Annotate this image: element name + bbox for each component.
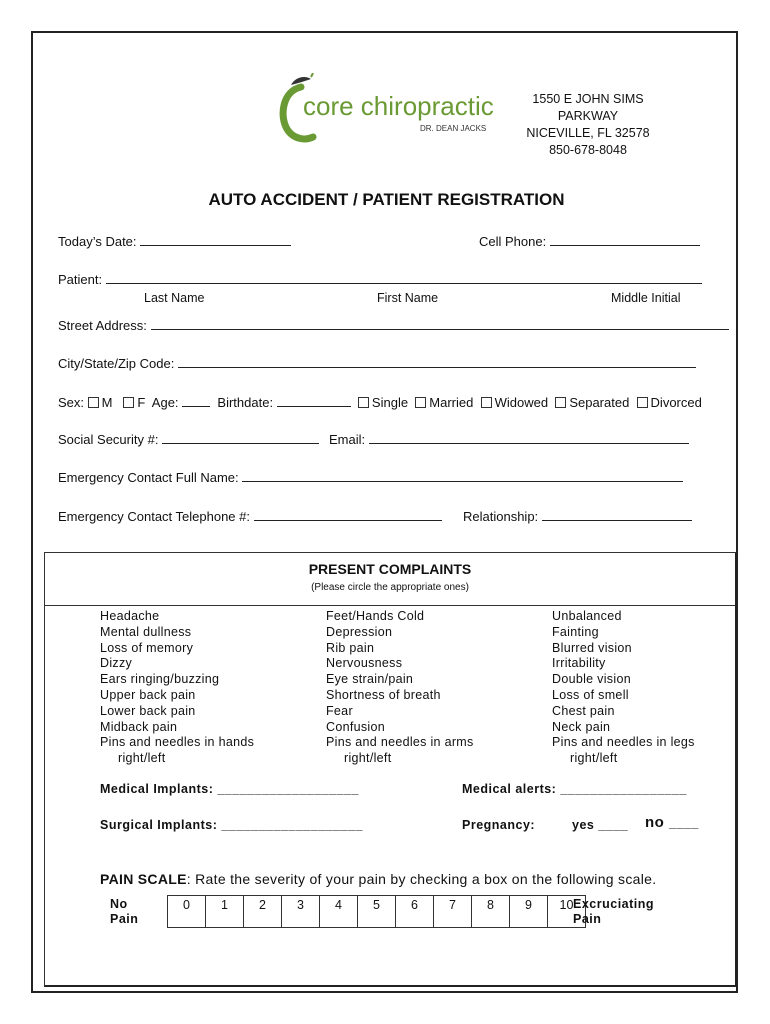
excruciating-pain-label <box>573 897 654 927</box>
widowed-label: Widowed <box>494 395 549 410</box>
female-label: F <box>137 395 146 410</box>
pain-scale-box-7[interactable]: 7 <box>434 896 472 928</box>
emergency-name-line[interactable] <box>242 469 683 482</box>
pregnancy-label: Pregnancy: <box>462 818 536 832</box>
street-address-line[interactable] <box>151 317 729 330</box>
ssn-line[interactable] <box>162 431 319 444</box>
pain-scale-box-1[interactable]: 1 <box>206 896 244 928</box>
present-complaints-section <box>44 552 737 987</box>
clinic-address <box>503 91 673 159</box>
complaint-item[interactable]: Irritability <box>552 656 606 671</box>
right-left-label[interactable]: right/left <box>344 751 392 766</box>
age-label: Age: <box>151 395 179 410</box>
complaint-item[interactable]: Unbalanced <box>552 609 622 623</box>
cell-phone-line[interactable] <box>550 233 700 246</box>
age-line[interactable] <box>182 394 210 407</box>
address-line1: 1550 E JOHN SIMS PARKWAY <box>532 92 644 123</box>
complaint-item[interactable]: Fainting <box>552 624 599 639</box>
pain-scale-box-6[interactable]: 6 <box>396 896 434 928</box>
relationship-label: Relationship: <box>463 509 539 524</box>
form-title: AUTO ACCIDENT / PATIENT REGISTRATION <box>208 190 565 209</box>
complaint-item[interactable]: Upper back pain <box>100 687 196 702</box>
complaint-item[interactable]: Loss of smell <box>552 687 629 702</box>
complaint-item[interactable]: Fear <box>326 703 353 718</box>
pain-scale-box-10[interactable]: 10 <box>548 896 586 928</box>
single-checkbox[interactable] <box>358 397 369 408</box>
middle-initial-label: Middle Initial <box>611 291 681 305</box>
single-label: Single <box>371 395 409 410</box>
married-checkbox[interactable] <box>415 397 426 408</box>
core-chiropractic-logo <box>277 73 497 145</box>
divorced-label: Divorced <box>650 395 702 410</box>
complaint-item[interactable]: Eye strain/pain <box>326 672 414 687</box>
city-state-zip-label: City/State/Zip Code: <box>58 356 175 371</box>
surgical-implants-field[interactable]: Surgical Implants: ___________________ <box>100 818 363 832</box>
complaint-item[interactable]: Ears ringing/buzzing <box>100 672 220 687</box>
birthdate-line[interactable] <box>277 394 351 407</box>
pain-scale-box-0[interactable]: 0 <box>168 896 206 928</box>
male-checkbox[interactable] <box>88 397 99 408</box>
complaint-item[interactable]: Depression <box>326 624 393 639</box>
separated-checkbox[interactable] <box>555 397 566 408</box>
right-left-label[interactable]: right/left <box>118 751 166 766</box>
emergency-name-field[interactable] <box>58 469 683 485</box>
complaint-item[interactable]: Headache <box>100 609 160 623</box>
pain-scale-box-5[interactable]: 5 <box>358 896 396 928</box>
no-pain-label <box>110 897 138 927</box>
email-label: Email: <box>329 432 366 447</box>
complaint-item[interactable]: Pins and needles in arms <box>326 735 474 750</box>
complaints-header <box>45 553 735 606</box>
email-field[interactable] <box>329 431 689 447</box>
clinic-phone: 850-678-8048 <box>549 143 627 157</box>
complaint-item[interactable]: Confusion <box>326 719 385 734</box>
emergency-phone-line[interactable] <box>254 508 442 521</box>
pain-scale-box-2[interactable]: 2 <box>244 896 282 928</box>
complaints-column-1 <box>100 609 254 767</box>
relationship-line[interactable] <box>542 508 692 521</box>
registration-form <box>31 31 738 993</box>
first-name-label: First Name <box>377 291 439 305</box>
pain-scale-table <box>167 895 586 928</box>
complaint-item[interactable]: Shortness of breath <box>326 687 441 702</box>
complaint-item[interactable]: Double vision <box>552 672 631 687</box>
complaint-item[interactable]: Chest pain <box>552 703 615 718</box>
pain-scale-box-9[interactable]: 9 <box>510 896 548 928</box>
relationship-field[interactable] <box>463 508 692 524</box>
complaint-item[interactable]: Lower back pain <box>100 703 196 718</box>
demographics-row <box>58 394 702 410</box>
complaints-column-2 <box>326 609 474 767</box>
ssn-field[interactable] <box>58 431 319 447</box>
excruciating-line2: Pain <box>573 912 602 926</box>
sex-label: Sex: <box>58 395 85 410</box>
pregnancy-no[interactable] <box>645 814 699 831</box>
complaint-item[interactable]: Neck pain <box>552 719 611 734</box>
complaint-item[interactable]: Mental dullness <box>100 624 192 639</box>
complaint-item[interactable]: Rib pain <box>326 640 375 655</box>
logo-subtext: DR. DEAN JACKS <box>420 124 487 133</box>
pain-scale-heading <box>100 871 656 887</box>
complaint-item[interactable]: Blurred vision <box>552 640 632 655</box>
complaint-item[interactable]: Pins and needles in legs <box>552 735 695 750</box>
no-pain-line1: No <box>110 897 128 911</box>
pain-scale-box-4[interactable]: 4 <box>320 896 358 928</box>
female-checkbox[interactable] <box>123 397 134 408</box>
complaint-item[interactable]: Dizzy <box>100 656 133 671</box>
married-label: Married <box>429 395 474 410</box>
todays-date-field[interactable] <box>58 233 291 249</box>
pain-scale-box-8[interactable]: 8 <box>472 896 510 928</box>
patient-label: Patient: <box>58 272 103 287</box>
emergency-phone-label: Emergency Contact Telephone #: <box>58 509 250 524</box>
right-left-label[interactable]: right/left <box>570 751 618 766</box>
pain-scale-instruction: : Rate the severity of your pain by checking a box on the following scale. <box>186 871 657 887</box>
complaint-item[interactable]: Feet/Hands Cold <box>326 609 425 623</box>
todays-date-line[interactable] <box>140 233 291 246</box>
complaint-item[interactable]: Nervousness <box>326 656 403 671</box>
no-pain-line2: Pain <box>110 912 139 926</box>
medical-alerts-field[interactable]: Medical alerts: _________________ <box>462 782 687 796</box>
city-state-zip-line[interactable] <box>178 355 696 368</box>
complaint-item[interactable]: Pins and needles in hands <box>100 735 255 750</box>
pregnancy-no-line[interactable]: ____ <box>669 816 699 830</box>
pain-scale-box-3[interactable]: 3 <box>282 896 320 928</box>
medical-implants-field[interactable]: Medical Implants: ___________________ <box>100 782 359 796</box>
cell-phone-field[interactable] <box>479 233 700 249</box>
divorced-checkbox[interactable] <box>637 397 648 408</box>
emergency-phone-field[interactable] <box>58 508 442 524</box>
birthdate-label: Birthdate: <box>217 395 274 410</box>
complaint-item[interactable]: Loss of memory <box>100 640 194 655</box>
logo-text: core chiropractic <box>303 91 494 121</box>
emergency-name-label: Emergency Contact Full Name: <box>58 470 239 485</box>
last-name-label: Last Name <box>144 291 205 305</box>
pain-scale-label: PAIN SCALE <box>100 871 187 887</box>
complaints-column-3 <box>552 609 695 767</box>
pregnancy-yes[interactable]: yes ____ <box>572 818 629 832</box>
complaints-subtitle: (Please circle the appropriate ones) <box>311 582 469 593</box>
patient-field[interactable] <box>58 271 702 287</box>
street-address-label: Street Address: <box>58 318 147 333</box>
address-line2: NICEVILLE, FL 32578 <box>526 126 650 140</box>
widowed-checkbox[interactable] <box>481 397 492 408</box>
separated-label: Separated <box>569 395 630 410</box>
patient-line[interactable] <box>106 271 702 284</box>
city-state-zip-field[interactable] <box>58 355 696 371</box>
email-line[interactable] <box>369 431 689 444</box>
pregnancy-no-label: no <box>645 814 665 831</box>
ssn-label: Social Security #: <box>58 432 159 447</box>
complaints-title: PRESENT COMPLAINTS <box>308 561 472 577</box>
todays-date-label: Today’s Date: <box>58 234 137 249</box>
complaint-item[interactable]: Midback pain <box>100 719 178 734</box>
male-label: M <box>101 395 113 410</box>
street-address-field[interactable] <box>58 317 729 333</box>
excruciating-line1: Excruciating <box>573 897 655 911</box>
cell-phone-label: Cell Phone: <box>479 234 547 249</box>
